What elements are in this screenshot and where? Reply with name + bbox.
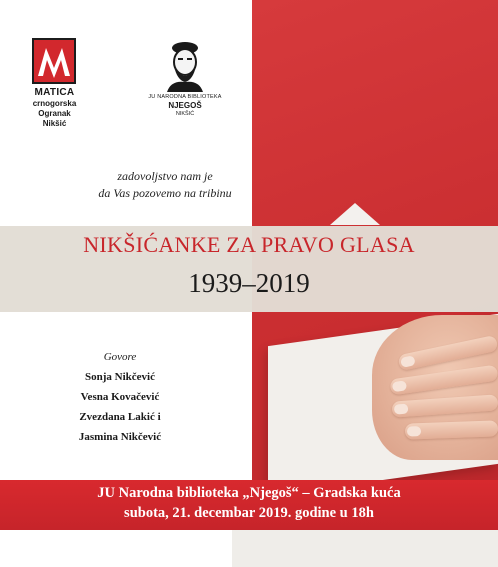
finger-4 bbox=[405, 420, 498, 439]
matica-name-line-2: crnogorska bbox=[32, 99, 77, 108]
speakers-label: Govore bbox=[103, 351, 137, 363]
matica-logo-mark bbox=[32, 38, 76, 84]
speaker-name: Zvezdana Lakić i bbox=[79, 411, 161, 423]
intro-line-2: da Vas pozovemo na tribinu bbox=[98, 186, 232, 200]
intro-text bbox=[60, 168, 270, 202]
njegos-library-logo bbox=[145, 40, 225, 120]
matica-name-line-4: Nikšić bbox=[42, 119, 67, 128]
intro-line-1: zadovoljstvo nam je bbox=[117, 169, 213, 183]
matica-name-line-3: Ogranak bbox=[38, 109, 71, 118]
ballot-envelope-tip bbox=[330, 203, 380, 225]
njegos-line-3: NIKŠIĆ bbox=[175, 111, 195, 117]
matica-crnogorska-logo bbox=[27, 38, 82, 128]
speakers-list bbox=[40, 348, 200, 448]
speaker-name: Sonja Nikčević bbox=[85, 371, 155, 383]
matica-m-icon bbox=[34, 40, 74, 82]
matica-name-line-1: MATICA bbox=[34, 87, 75, 98]
event-venue: JU Narodna biblioteka „Njegoš“ – Gradska kuća bbox=[97, 485, 401, 501]
ballot-box-edge bbox=[232, 530, 498, 567]
njegos-portrait-icon bbox=[163, 40, 207, 92]
event-years: 1939–2019 bbox=[188, 268, 310, 298]
njegos-line-1: JU NARODNA BIBLIOTEKA bbox=[148, 94, 222, 100]
event-datetime: subota, 21. decembar 2019. godine u 18h bbox=[124, 505, 374, 521]
njegos-line-2: NJEGOŠ bbox=[168, 101, 202, 110]
speaker-name: Vesna Kovačević bbox=[80, 391, 160, 403]
speaker-name: Jasmina Nikčević bbox=[78, 431, 162, 443]
event-title: NIKŠIĆANKE ZA PRAVO GLASA bbox=[83, 232, 415, 257]
